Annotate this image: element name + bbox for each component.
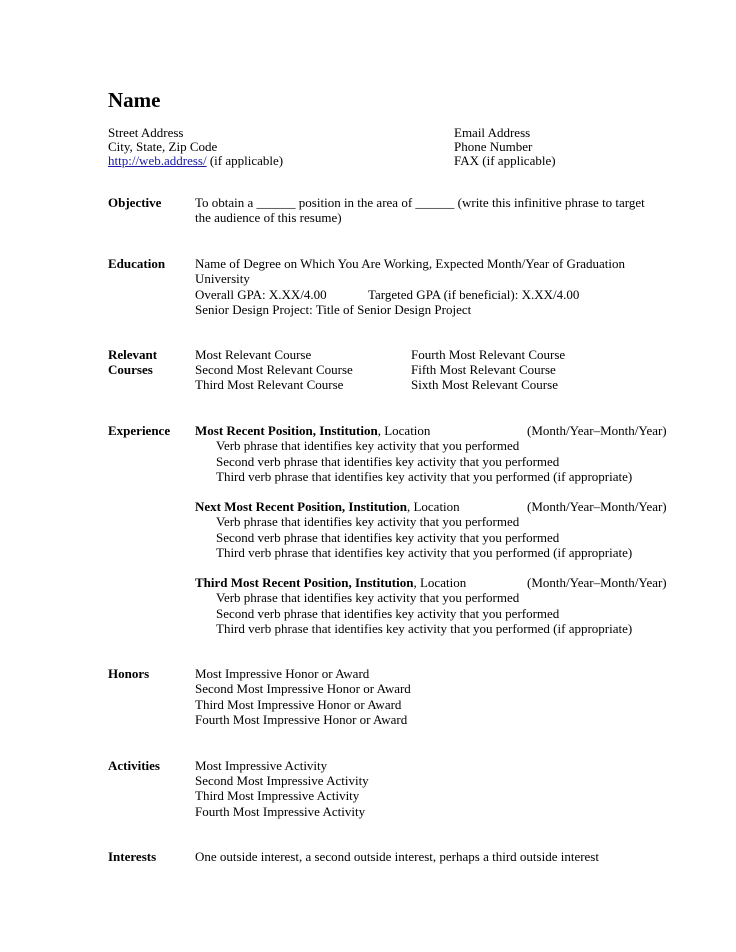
- course-item: Second Most Relevant Course: [195, 362, 353, 377]
- web-address-line: [108, 153, 283, 168]
- city-state-zip: City, State, Zip Code: [108, 139, 218, 154]
- job-location: , Location: [406, 499, 460, 514]
- objective-heading: Objective: [108, 195, 162, 210]
- job-bullet: Second verb phrase that identifies key activity that you performed: [216, 606, 560, 621]
- job-bullet: Third verb phrase that identifies key activity that you performed (if appropriate): [216, 545, 633, 560]
- phone-number: Phone Number: [454, 139, 533, 154]
- course-item: Fifth Most Relevant Course: [411, 362, 556, 377]
- course-item: Most Relevant Course: [195, 347, 312, 362]
- activity-item: Third Most Impressive Activity: [195, 788, 360, 803]
- job-bullet: Verb phrase that identifies key activity that you performed: [216, 438, 520, 453]
- activity-item: Fourth Most Impressive Activity: [195, 804, 366, 819]
- overall-gpa: Overall GPA: X.XX/4.00: [195, 287, 327, 302]
- job-title: Third Most Recent Position, Institution: [195, 575, 414, 590]
- courses-heading-line-1: Relevant: [108, 347, 158, 362]
- resume-name: Name: [108, 88, 161, 112]
- course-item: Fourth Most Relevant Course: [411, 347, 566, 362]
- course-item: Third Most Relevant Course: [195, 377, 344, 392]
- education-heading: Education: [108, 256, 166, 271]
- fax-number: FAX (if applicable): [454, 153, 556, 168]
- job-bullet: Second verb phrase that identifies key activity that you performed: [216, 530, 560, 545]
- objective-line-2: the audience of this resume): [195, 210, 342, 225]
- job-location: , Location: [377, 423, 431, 438]
- job-title-line: [195, 499, 460, 514]
- email-address: Email Address: [454, 125, 531, 140]
- honor-item: Most Impressive Honor or Award: [195, 666, 370, 681]
- objective-line-1: To obtain a ______ position in the area of ______ (write this infinitive phrase to target: [195, 195, 645, 210]
- web-address-link[interactable]: http://web.address/: [108, 153, 207, 168]
- job-dates: (Month/Year–Month/Year): [527, 575, 667, 590]
- activity-item: Most Impressive Activity: [195, 758, 328, 773]
- job-title-line: [195, 575, 466, 590]
- targeted-gpa: Targeted GPA (if beneficial): X.XX/4.00: [368, 287, 580, 302]
- honor-item: Second Most Impressive Honor or Award: [195, 681, 411, 696]
- activities-heading: Activities: [108, 758, 160, 773]
- job-bullet: Third verb phrase that identifies key activity that you performed (if appropriate): [216, 621, 633, 636]
- job-title-line: [195, 423, 430, 438]
- senior-design-project: Senior Design Project: Title of Senior Design Project: [195, 302, 472, 317]
- interests-heading: Interests: [108, 849, 157, 864]
- job-dates: (Month/Year–Month/Year): [527, 499, 667, 514]
- experience-heading: Experience: [108, 423, 171, 438]
- university-line: University: [195, 271, 250, 286]
- honor-item: Third Most Impressive Honor or Award: [195, 697, 402, 712]
- degree-line: Name of Degree on Which You Are Working, Expected Month/Year of Graduation: [195, 256, 626, 271]
- job-location: , Location: [413, 575, 467, 590]
- job-bullet: Third verb phrase that identifies key activity that you performed (if appropriate): [216, 469, 633, 484]
- job-bullet: Second verb phrase that identifies key activity that you performed: [216, 454, 560, 469]
- interests-text: One outside interest, a second outside interest, perhaps a third outside interest: [195, 849, 599, 864]
- honor-item: Fourth Most Impressive Honor or Award: [195, 712, 408, 727]
- job-title: Next Most Recent Position, Institution: [195, 499, 407, 514]
- activity-item: Second Most Impressive Activity: [195, 773, 369, 788]
- job-bullet: Verb phrase that identifies key activity that you performed: [216, 590, 520, 605]
- course-item: Sixth Most Relevant Course: [411, 377, 558, 392]
- honors-heading: Honors: [108, 666, 150, 681]
- job-dates: (Month/Year–Month/Year): [527, 423, 667, 438]
- web-address-suffix: (if applicable): [206, 153, 284, 168]
- street-address: Street Address: [108, 125, 184, 140]
- job-title: Most Recent Position, Institution: [195, 423, 378, 438]
- courses-heading-line-2: Courses: [108, 362, 153, 377]
- job-bullet: Verb phrase that identifies key activity that you performed: [216, 514, 520, 529]
